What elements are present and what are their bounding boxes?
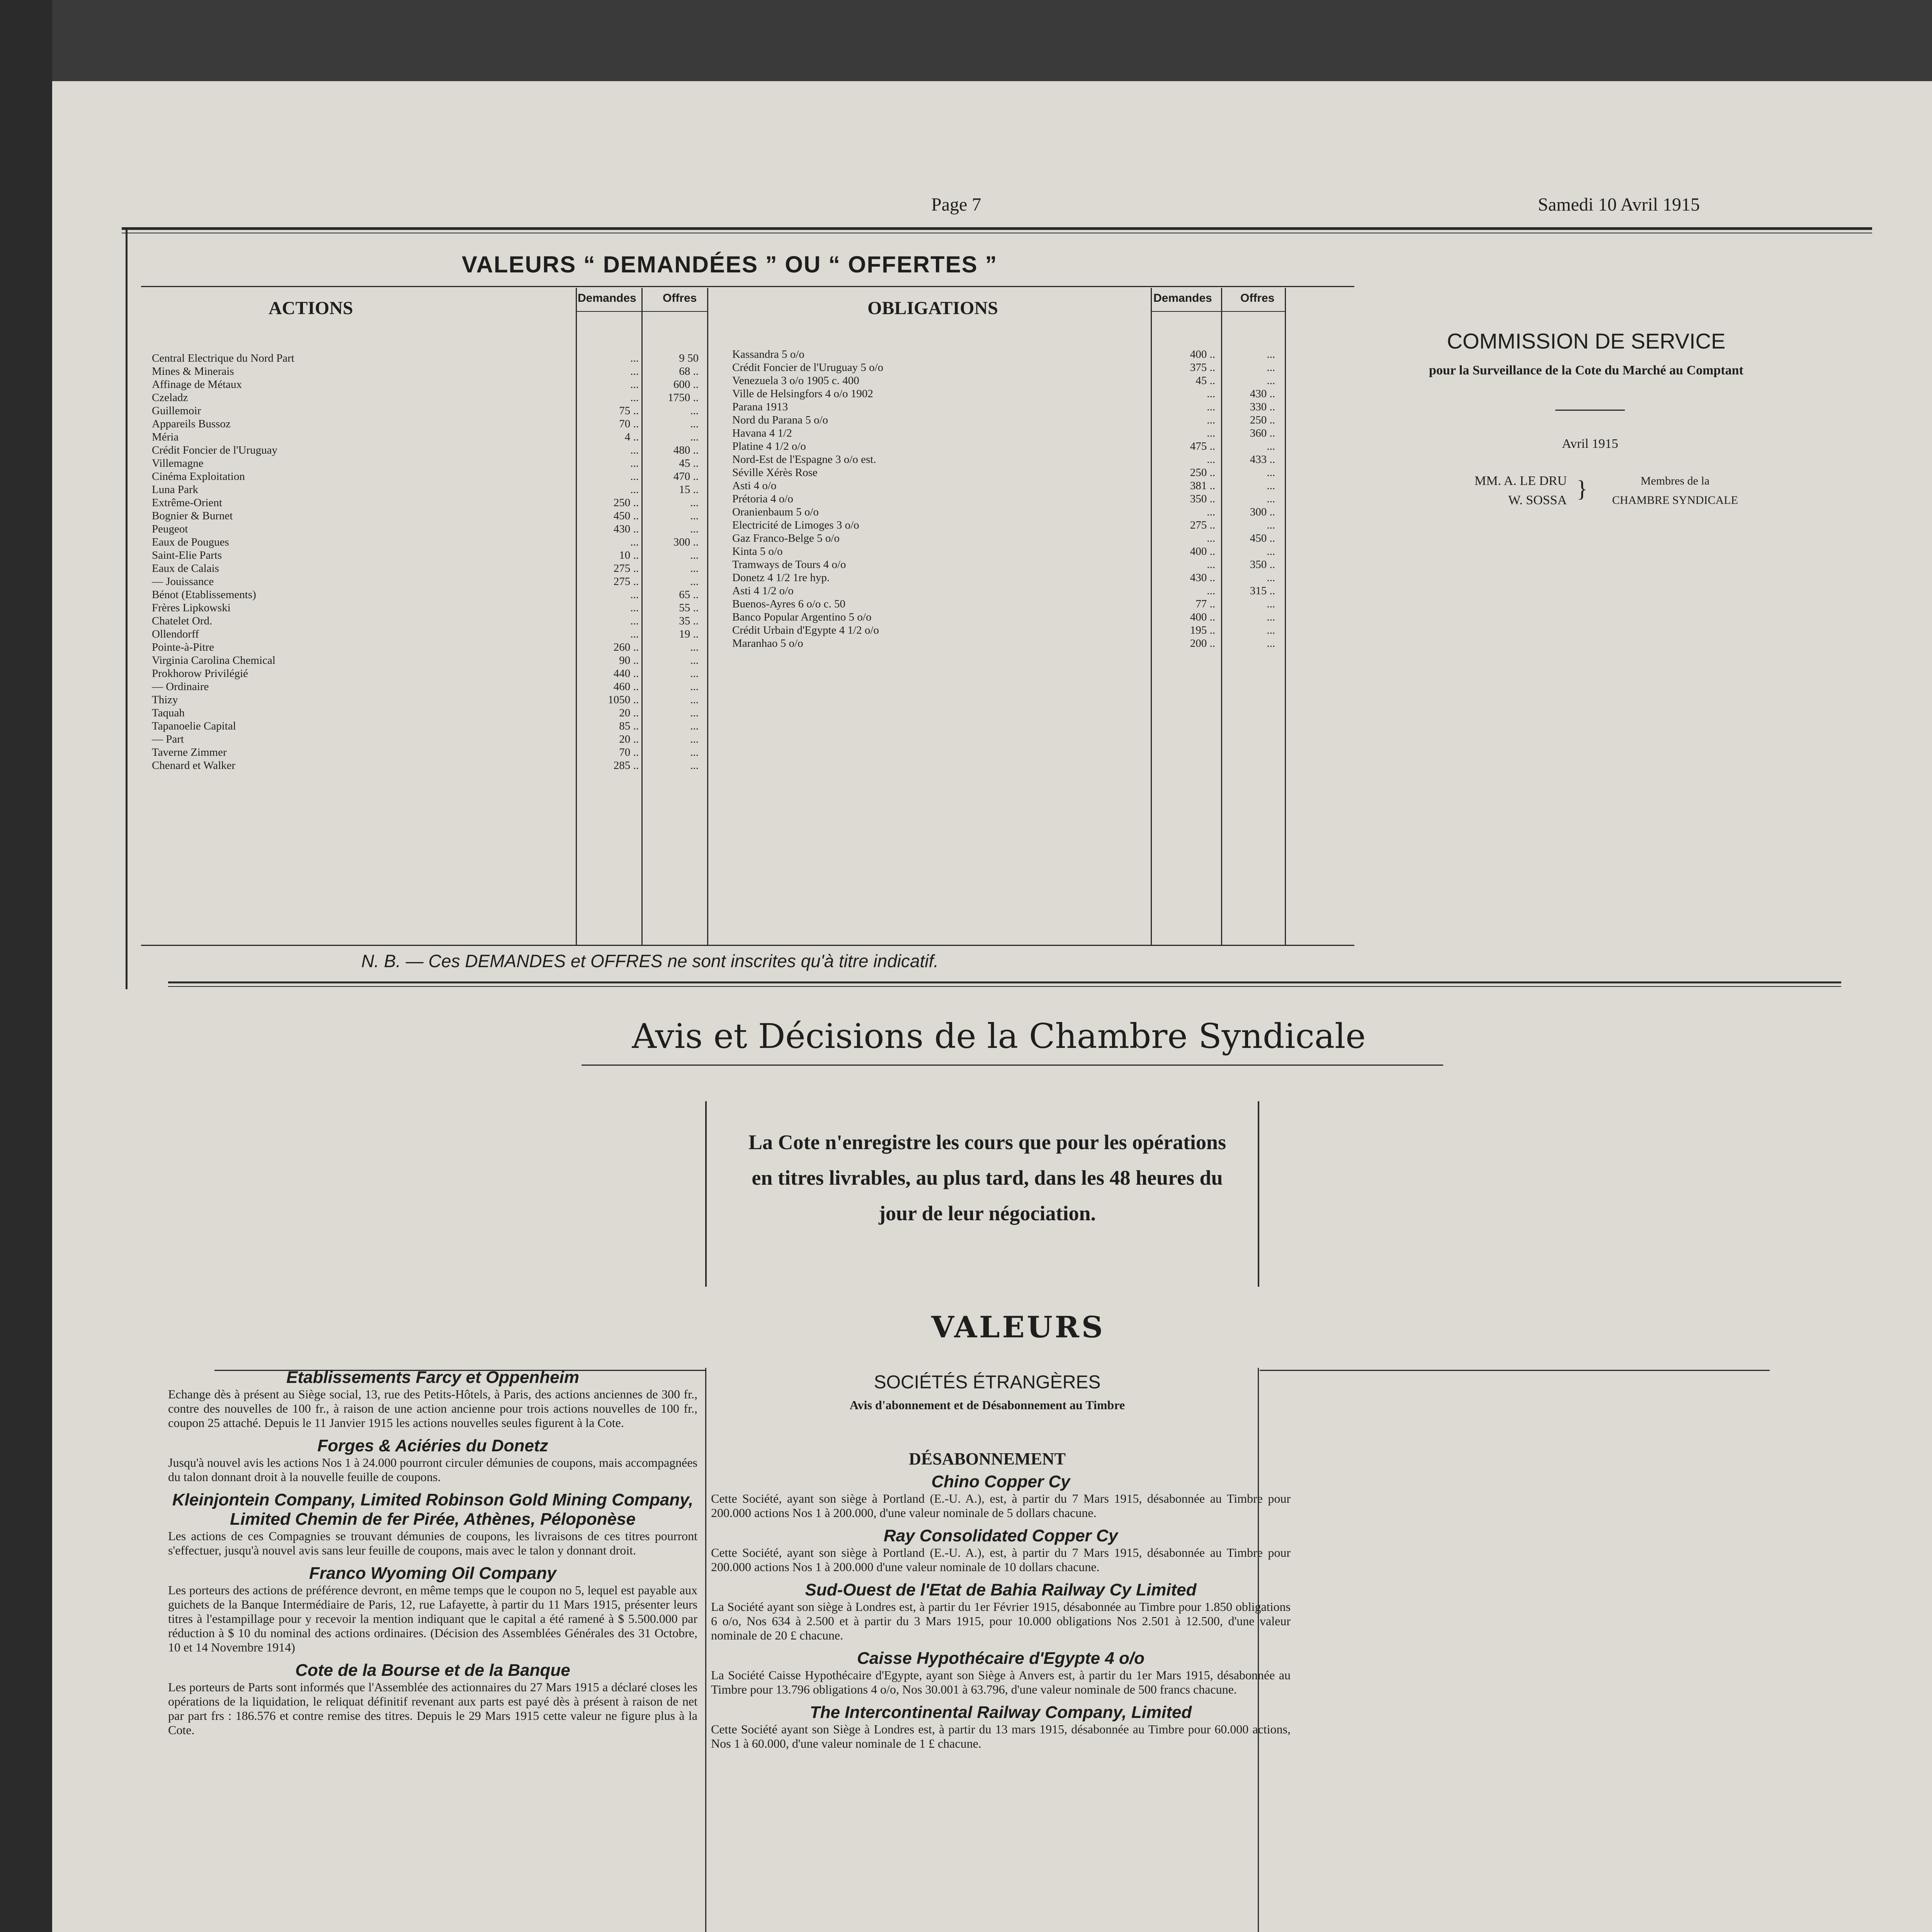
obligations-list [732, 348, 1285, 650]
notice-block [711, 1526, 1291, 1574]
row-offre: ... [690, 405, 699, 417]
row-demande: ... [630, 457, 639, 469]
row-name: Donetz 4 1/2 1re hyp. [732, 571, 830, 584]
row-offre: ... [690, 759, 699, 772]
row-name: Buenos-Ayres 6 o/o c. 50 [732, 598, 845, 610]
commission-members [1412, 471, 1567, 510]
table-row [152, 719, 708, 733]
row-name: Electricité de Limoges 3 o/o [732, 519, 859, 531]
table-row [152, 746, 708, 759]
row-demande: 285 .. [613, 759, 639, 772]
notice-heading: Forges & Aciéries du Donetz [317, 1436, 548, 1455]
row-demande: ... [630, 391, 639, 404]
table-row [732, 505, 1285, 519]
row-name: Eaux de Pougues [152, 536, 229, 548]
table-row [152, 522, 708, 536]
notice-block [168, 1661, 697, 1737]
row-name: Crédit Foncier de l'Uruguay 5 o/o [732, 361, 884, 374]
row-demande: ... [630, 628, 639, 640]
valeurs-table-title: VALEURS “ DEMANDÉES ” OU “ OFFERTES ” [462, 252, 998, 277]
row-offre: ... [690, 707, 699, 719]
table-row [152, 470, 708, 483]
commission-month: Avril 1915 [1562, 437, 1618, 451]
page-number: Page 7 [931, 194, 981, 215]
row-demande: 275 .. [613, 562, 639, 575]
cote-notice: La Cote n'enregistre les cours que pour les opérations en titres livrables, au plus tard, dans les 48 heures du jour de leur négociation. [748, 1131, 1226, 1225]
row-demande: 275 .. [613, 575, 639, 588]
row-demande: 400 .. [1190, 545, 1215, 558]
row-demande: 45 .. [1196, 374, 1215, 387]
timbre-subtitle: Avis d'abonnement et de Désabonnement au Timbre [849, 1398, 1125, 1412]
notice-text: La Société Caisse Hypothécaire d'Egypte, ayant son Siège à Anvers est, à partir du 1er Mars 1915, désabonnée au Timbre pour 13.796 obligations 4 o/o, Nos 30.001 à 63.796, d'une valeur nominale de 500 francs chacune. [711, 1668, 1291, 1696]
table-row [732, 453, 1285, 466]
notice-heading: The Intercontinental Railway Company, Limited [810, 1703, 1192, 1722]
notice-text: Les porteurs de Parts sont informés que l'Assemblée des actionnaires du 27 Mars 1915 a déclaré closes les opérations de la liquidation, le reliquat définitif revenant aux parts est payé dès à présent à raison de net par part frs : 186.576 et contre remise des titres. Depuis le 29 Mars 1915 cette valeur ne figure plus à la Cote. [168, 1680, 697, 1737]
notice-block [168, 1490, 697, 1558]
table-row [152, 706, 708, 719]
row-offre: 600 .. [673, 378, 699, 391]
table-row [152, 444, 708, 457]
avis-title: Avis et Décisions de la Chambre Syndicale [632, 1016, 1366, 1056]
row-offre: 45 .. [679, 457, 699, 469]
row-offre: ... [1267, 493, 1275, 505]
row-name: — Part [152, 733, 184, 745]
row-offre: 300 .. [673, 536, 699, 548]
row-demande: 375 .. [1190, 361, 1215, 374]
row-name: Tramways de Tours 4 o/o [732, 558, 846, 571]
notice-text: Les actions de ces Compagnies se trouvant démunies de coupons, les livraisons de ces titres pourront s'effectuer, jusqu'à nouvel avis sans leur feuille de coupons, mais avec le talon y donnant droit. [168, 1529, 697, 1557]
row-demande: ... [630, 536, 639, 548]
societes-etrangeres-title: SOCIÉTÉS ÉTRANGÈRES [874, 1372, 1101, 1393]
table-row [732, 361, 1285, 374]
table-row [732, 400, 1285, 413]
row-name: Parana 1913 [732, 401, 788, 413]
row-offre: 65 .. [679, 588, 699, 601]
table-row [732, 348, 1285, 361]
notice-block [711, 1472, 1291, 1520]
row-name: — Ordinaire [152, 680, 209, 693]
row-offre: ... [690, 654, 699, 667]
row-demande: ... [1207, 401, 1215, 413]
row-name: Oranienbaum 5 o/o [732, 506, 819, 518]
table-row [152, 680, 708, 693]
row-offre: 330 .. [1250, 401, 1275, 413]
row-name: Taquah [152, 707, 185, 719]
row-name: Nord du Parana 5 o/o [732, 414, 828, 426]
table-row [732, 427, 1285, 440]
table-note: N. B. — Ces DEMANDES et OFFRES ne sont inscrites qu'à titre indicatif. [361, 951, 939, 971]
row-demande: 440 .. [613, 667, 639, 680]
table-row [732, 532, 1285, 545]
row-demande: 4 .. [624, 431, 639, 443]
table-row [732, 597, 1285, 611]
row-offre: ... [1267, 519, 1275, 531]
row-offre: ... [690, 641, 699, 653]
row-offre: ... [1267, 611, 1275, 623]
row-name: Kassandra 5 o/o [732, 348, 804, 361]
row-demande: 10 .. [619, 549, 639, 561]
row-offre: ... [1267, 374, 1275, 387]
notice-text: Jusqu'à nouvel avis les actions Nos 1 à 24.000 pourront circuler démunies de coupons, mais accompagnées du talon donnant droit à la nouvelle feuille de coupons. [168, 1456, 697, 1484]
row-demande: ... [630, 470, 639, 483]
row-offre: 315 .. [1250, 585, 1275, 597]
notice-block [711, 1580, 1291, 1643]
row-demande: 85 .. [619, 720, 639, 732]
row-demande: ... [630, 602, 639, 614]
row-demande: 400 .. [1190, 611, 1215, 623]
row-name: Bénot (Etablissements) [152, 588, 256, 601]
row-demande: ... [630, 352, 639, 364]
row-offre: ... [1267, 466, 1275, 479]
table-row [152, 628, 708, 641]
row-name: Bognier & Burnet [152, 510, 233, 522]
table-row [152, 667, 708, 680]
row-demande: ... [1207, 414, 1215, 426]
row-name: Thizy [152, 694, 178, 706]
notice-text: Cette Société, ayant son siège à Portland (E.-U. A.), est, à partir du 7 Mars 1915, désabonnée au Timbre pour 200.000 actions Nos 1 à 200.000, d'une valeur nominale de 5 dollars chacune. [711, 1492, 1291, 1520]
row-name: Venezuela 3 o/o 1905 c. 400 [732, 374, 859, 387]
row-offre: ... [1267, 637, 1275, 650]
row-name: Eaux de Calais [152, 562, 219, 575]
row-demande: 195 .. [1190, 624, 1215, 636]
notice-block [711, 1649, 1291, 1697]
notice-text: La Société ayant son siège à Londres est, à partir du 1er Février 1915, désabonnée au Timbre pour 1.850 obligations 6 o/o, Nos 634 à 2.500 et à partir du 3 Mars 1915, pour 10.000 obligations Nos 2.501 à 12.500, d'une valeur nominale de 20 £ chacune. [711, 1600, 1291, 1642]
row-offre: 19 .. [679, 628, 699, 640]
row-demande: 70 .. [619, 746, 639, 759]
row-offre: ... [690, 431, 699, 443]
row-offre: ... [690, 575, 699, 588]
row-name: Prokhorow Privilégié [152, 667, 248, 680]
row-name: Banco Popular Argentino 5 o/o [732, 611, 872, 623]
row-demande: ... [630, 365, 639, 378]
table-row [152, 614, 708, 628]
table-row [732, 584, 1285, 597]
row-demande: 450 .. [613, 510, 639, 522]
table-row [732, 387, 1285, 400]
row-name: Ollendorff [152, 628, 199, 640]
row-offre: ... [1267, 361, 1275, 374]
row-demande: 200 .. [1190, 637, 1215, 650]
row-name: Havana 4 1/2 [732, 427, 792, 439]
row-offre: ... [1267, 348, 1275, 361]
row-demande: ... [1207, 558, 1215, 571]
row-name: Maranhao 5 o/o [732, 637, 803, 650]
table-row [152, 536, 708, 549]
table-row [152, 575, 708, 588]
notice-block [168, 1564, 697, 1655]
row-offre: ... [1267, 571, 1275, 584]
table-row [152, 693, 708, 706]
row-name: Luna Park [152, 483, 198, 496]
row-offre: 55 .. [679, 602, 699, 614]
row-name: Séville Xérès Rose [732, 466, 818, 479]
row-demande: 1050 .. [608, 694, 639, 706]
row-demande: 381 .. [1190, 480, 1215, 492]
table-row [152, 654, 708, 667]
table-row [152, 641, 708, 654]
table-row [732, 440, 1285, 453]
row-offre: ... [690, 549, 699, 561]
row-name: Nord-Est de l'Espagne 3 o/o est. [732, 453, 876, 466]
row-demande: ... [630, 615, 639, 627]
notice-block [168, 1436, 697, 1484]
row-name: Crédit Foncier de l'Uruguay [152, 444, 277, 456]
row-demande: 475 .. [1190, 440, 1215, 452]
row-demande: 77 .. [1196, 598, 1215, 610]
table-row [732, 637, 1285, 650]
row-offre: 68 .. [679, 365, 699, 378]
table-row [152, 352, 708, 365]
row-offre: ... [690, 694, 699, 706]
row-demande: 275 .. [1190, 519, 1215, 531]
table-row [732, 571, 1285, 584]
table-row [152, 509, 708, 522]
row-offre: ... [690, 746, 699, 759]
row-demande: 70 .. [619, 418, 639, 430]
row-demande: 90 .. [619, 654, 639, 667]
table-row [152, 733, 708, 746]
row-demande: 400 .. [1190, 348, 1215, 361]
issue-date: Samedi 10 Avril 1915 [1538, 194, 1700, 215]
table-row [152, 601, 708, 614]
row-demande: ... [1207, 427, 1215, 439]
obligations-offres-header: Offres [1240, 292, 1275, 304]
row-name: Appareils Bussoz [152, 418, 231, 430]
actions-offres-header: Offres [663, 292, 697, 304]
row-name: Chatelet Ord. [152, 615, 213, 627]
table-row [152, 562, 708, 575]
obligations-demandes-header: Demandes [1153, 292, 1212, 304]
table-row [732, 374, 1285, 387]
row-demande: 460 .. [613, 680, 639, 693]
row-offre: 9 50 [679, 352, 699, 364]
commission-title: COMMISSION DE SERVICE [1447, 329, 1726, 353]
row-name: Chenard et Walker [152, 759, 236, 772]
row-offre: 1750 .. [668, 391, 699, 404]
brace: } [1577, 476, 1588, 502]
row-offre: 470 .. [673, 470, 699, 483]
notice-text: Cette Société, ayant son siège à Portland (E.-U. A.), est, à partir du 7 Mars 1915, désabonnée au Timbre pour 200.000 actions Nos 1 à 200.000 d'une valeur nominale de 10 dollars chacune. [711, 1546, 1291, 1574]
row-name: Central Electrique du Nord Part [152, 352, 294, 364]
row-offre: 35 .. [679, 615, 699, 627]
row-demande: 260 .. [613, 641, 639, 653]
row-name: Méria [152, 431, 179, 443]
commission-subtitle: pour la Surveillance de la Cote du Marché au Comptant [1429, 363, 1743, 378]
row-name: Villemagne [152, 457, 204, 469]
row-demande: ... [1207, 453, 1215, 466]
row-offre: ... [1267, 440, 1275, 452]
commission-role [1594, 471, 1756, 510]
row-demande: 350 .. [1190, 493, 1215, 505]
row-name: Gaz Franco-Belge 5 o/o [732, 532, 840, 544]
scan-edge [0, 0, 52, 1932]
row-offre: ... [1267, 545, 1275, 558]
row-name: — Jouissance [152, 575, 214, 588]
table-row [152, 549, 708, 562]
row-offre: ... [690, 523, 699, 535]
notice-block [711, 1703, 1291, 1751]
row-name: Frères Lipkowski [152, 602, 231, 614]
row-demande: ... [630, 588, 639, 601]
row-name: Asti 4 1/2 o/o [732, 585, 794, 597]
row-name: Prétoria 4 o/o [732, 493, 793, 505]
row-offre: ... [1267, 480, 1275, 492]
row-offre: 430 .. [1250, 388, 1275, 400]
row-offre: 480 .. [673, 444, 699, 456]
row-offre: 360 .. [1250, 427, 1275, 439]
role-line: CHAMBRE SYNDICALE [1612, 494, 1738, 507]
row-name: Affinage de Métaux [152, 378, 242, 391]
table-row [152, 496, 708, 509]
row-offre: 350 .. [1250, 558, 1275, 571]
row-offre: ... [690, 510, 699, 522]
row-offre: ... [1267, 598, 1275, 610]
row-name: Taverne Zimmer [152, 746, 227, 759]
row-name: Extrême-Orient [152, 497, 222, 509]
row-demande: ... [1207, 532, 1215, 544]
notice-heading: Cote de la Bourse et de la Banque [295, 1661, 570, 1680]
notice-block [168, 1368, 697, 1430]
row-name: Czeladz [152, 391, 188, 404]
table-row [152, 430, 708, 444]
table-row [152, 588, 708, 601]
row-name: Tapanoelie Capital [152, 720, 236, 732]
member-name: MM. A. LE DRU [1475, 474, 1567, 488]
row-offre: ... [690, 680, 699, 693]
table-row [152, 404, 708, 417]
notice-heading: Franco Wyoming Oil Company [309, 1564, 556, 1583]
row-offre: 15 .. [679, 483, 699, 496]
row-demande: 250 .. [613, 497, 639, 509]
notice-heading: Chino Copper Cy [931, 1472, 1070, 1491]
valeurs-left-column [168, 1368, 697, 1743]
table-row [732, 545, 1285, 558]
table-row [732, 558, 1285, 571]
row-demande: ... [1207, 585, 1215, 597]
newspaper-page [52, 81, 1932, 1932]
row-offre: ... [690, 720, 699, 732]
row-name: Virginia Carolina Chemical [152, 654, 276, 667]
row-name: Platine 4 1/2 o/o [732, 440, 806, 452]
notice-heading: Ray Consolidated Copper Cy [883, 1526, 1118, 1545]
row-offre: ... [690, 667, 699, 680]
table-row [152, 378, 708, 391]
row-name: Kinta 5 o/o [732, 545, 783, 558]
notice-text: Cette Société ayant son Siège à Londres est, à partir du 13 mars 1915, désabonnée au Timbre pour 60.000 actions, Nos 1 à 60.000, d'une valeur nominale de 1 £ chacune. [711, 1722, 1291, 1750]
row-demande: ... [630, 444, 639, 456]
table-row [152, 759, 708, 772]
row-demande: 75 .. [619, 405, 639, 417]
actions-heading: ACTIONS [269, 298, 353, 318]
table-row [732, 519, 1285, 532]
table-row [152, 457, 708, 470]
actions-list [152, 352, 708, 772]
member-name: W. SOSSA [1508, 493, 1567, 507]
table-row [732, 413, 1285, 427]
valeurs-right-column [711, 1472, 1291, 1757]
row-offre: 450 .. [1250, 532, 1275, 544]
row-demande: 430 .. [1190, 571, 1215, 584]
notice-heading: Kleinjontein Company, Limited Robinson Gold Mining Company, Limited Chemin de fer Pirée, Athènes, Péloponèse [172, 1490, 694, 1529]
row-offre: ... [690, 418, 699, 430]
row-offre: ... [690, 497, 699, 509]
table-row [152, 483, 708, 496]
row-demande: ... [630, 378, 639, 391]
actions-demandes-header: Demandes [578, 292, 636, 304]
row-demande: 430 .. [613, 523, 639, 535]
notice-text: Echange dès à présent au Siège social, 13, rue des Petits-Hôtels, à Paris, des actions anciennes de 300 fr., contre des nouvelles de 100 fr., à raison de une action ancienne pour trois actions nouvelles de 100 fr., coupon 25 attaché. Depuis le 11 Janvier 1915 les actions nouvelles seules figurent à la Cote. [168, 1387, 697, 1430]
row-name: Saint-Elie Parts [152, 549, 222, 561]
notice-heading: Etablissements Farcy et Oppenheim [286, 1368, 580, 1387]
row-name: Mines & Minerais [152, 365, 234, 378]
row-demande: ... [630, 483, 639, 496]
table-row [152, 391, 708, 404]
table-row [732, 611, 1285, 624]
row-demande: 20 .. [619, 707, 639, 719]
row-name: Pointe-à-Pitre [152, 641, 214, 653]
row-offre: ... [690, 562, 699, 575]
table-row [732, 492, 1285, 505]
role-line: Membres de la [1640, 474, 1710, 487]
row-demande: ... [1207, 388, 1215, 400]
table-row [152, 417, 708, 430]
table-row [152, 365, 708, 378]
row-name: Peugeot [152, 523, 188, 535]
row-offre: ... [690, 733, 699, 745]
desabonnement-title: DÉSABONNEMENT [909, 1449, 1066, 1468]
valeurs-heading: VALEURS [931, 1310, 1105, 1344]
row-name: Crédit Urbain d'Egypte 4 1/2 o/o [732, 624, 879, 636]
row-offre: 433 .. [1250, 453, 1275, 466]
obligations-heading: OBLIGATIONS [867, 298, 998, 318]
table-row [732, 624, 1285, 637]
row-offre: ... [1267, 624, 1275, 636]
row-demande: 250 .. [1190, 466, 1215, 479]
row-name: Ville de Helsingfors 4 o/o 1902 [732, 388, 873, 400]
table-row [732, 466, 1285, 479]
notice-heading: Sud-Ouest de l'Etat de Bahia Railway Cy Limited [805, 1580, 1197, 1599]
notice-heading: Caisse Hypothécaire d'Egypte 4 o/o [857, 1649, 1145, 1668]
notice-text: Les porteurs des actions de préférence devront, en même temps que le coupon no 5, lequel est payable aux guichets de la Banque Intermédiaire de Paris, 12, rue Lafayette, à partir du 11 Mars 1915, présenter leurs titres à l'estampillage pour y recevoir la mention indiquant que le capital a été ramené à $ 5.500.000 par réduction à $ 10 du nominal des actions ordinaires. (Décision des Assemblées Générales des 31 Octobre, 10 et 14 Novembre 1914) [168, 1583, 697, 1654]
row-offre: 250 .. [1250, 414, 1275, 426]
table-row [732, 479, 1285, 492]
row-demande: 20 .. [619, 733, 639, 745]
row-offre: 300 .. [1250, 506, 1275, 518]
row-name: Cinéma Exploitation [152, 470, 245, 483]
row-name: Asti 4 o/o [732, 480, 777, 492]
row-name: Guillemoir [152, 405, 201, 417]
row-demande: ... [1207, 506, 1215, 518]
